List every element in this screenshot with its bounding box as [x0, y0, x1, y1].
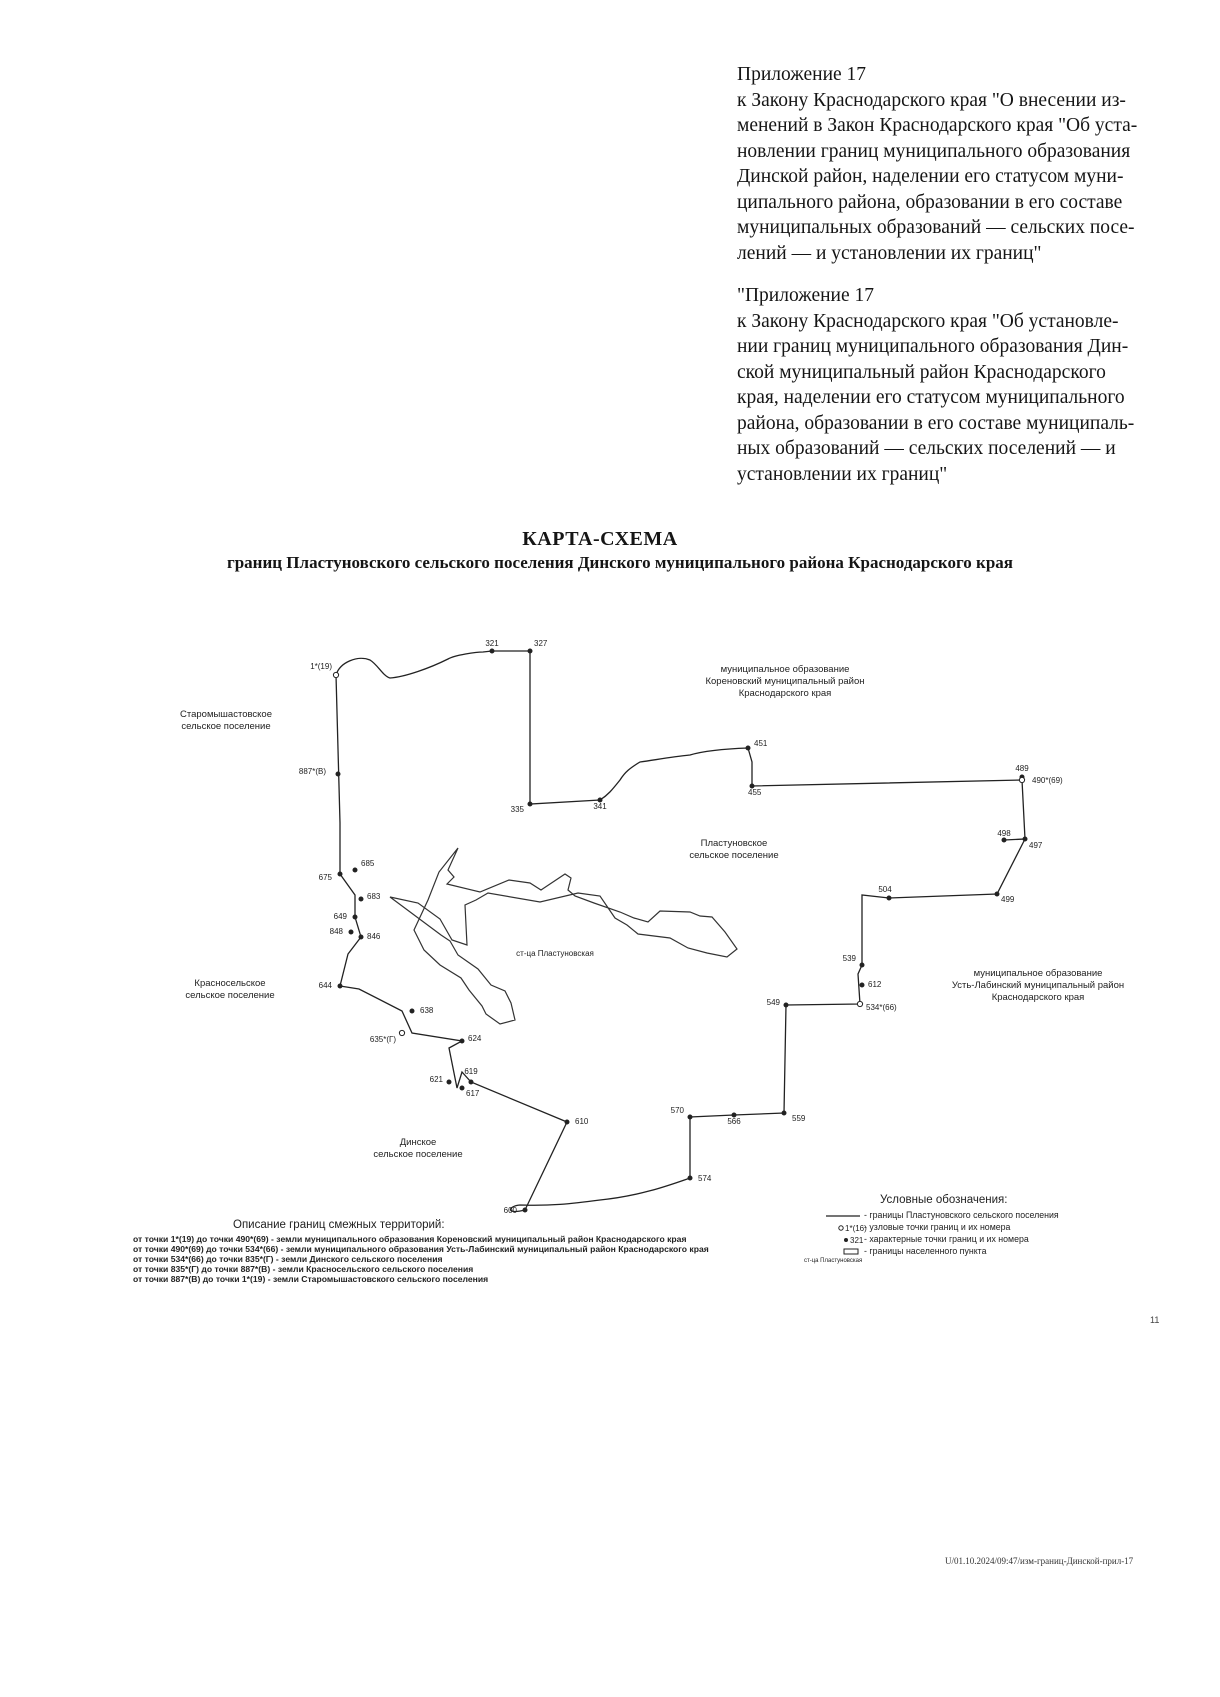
svg-text:1*(16): 1*(16)	[845, 1224, 867, 1233]
svg-text:321: 321	[850, 1236, 864, 1245]
boundary-point-549	[784, 1003, 788, 1007]
svg-text:Кореновский муниципальный райо: Кореновский муниципальный район	[705, 676, 865, 687]
boundary-point-534	[857, 1001, 862, 1006]
svg-text:Красносельское: Красносельское	[194, 978, 266, 989]
description-line: от точки 835*(Г) до точки 887*(В) - земли Красносельского сельского поселения	[133, 1264, 474, 1274]
plastunovskoe-boundary	[333, 651, 1025, 1212]
svg-text:муниципальное образование: муниципальное образование	[973, 968, 1103, 979]
settlement-boundary	[390, 848, 737, 1024]
appendix-line: менений в Закон Краснодарского края "Об уста-	[737, 115, 1138, 136]
point-label-635: 635*(Г)	[369, 1035, 396, 1044]
legend-title: Условные обозначения:	[880, 1194, 1008, 1206]
appendix-line: установлении их границ"	[737, 463, 948, 485]
point-label-887: 887*(В)	[298, 767, 326, 776]
boundary-point-619	[469, 1080, 473, 1084]
adjacent-territories-description	[133, 1219, 833, 1284]
point-label-638: 638	[420, 1006, 434, 1015]
point-label-610: 610	[575, 1117, 589, 1126]
svg-text:Краснодарского края: Краснодарского края	[738, 688, 832, 699]
svg-text:Краснодарского края: Краснодарского края	[991, 992, 1085, 1003]
point-label-321: 321	[485, 639, 499, 648]
svg-text:Пластуновское: Пластуновское	[700, 838, 768, 849]
boundary-point-451	[746, 746, 750, 750]
settlement-boundary-icon	[820, 1246, 862, 1258]
point-label-489: 489	[1015, 764, 1029, 773]
settlement-label: ст-ца Пластуновская	[516, 949, 594, 958]
appendix-line: к Закону Краснодарского края "О внесении из-	[737, 89, 1126, 111]
boundary-point-559	[782, 1111, 786, 1115]
boundary-point-887	[336, 772, 340, 776]
point-label-498: 498	[997, 829, 1011, 838]
svg-text:Усть-Лабинский муниципальный р: Усть-Лабинский муниципальный район	[951, 980, 1125, 991]
boundary-point-574	[688, 1176, 692, 1180]
appendix-line: ных образований — сельских поселений — и	[737, 438, 1116, 459]
point-label-621: 621	[429, 1075, 443, 1084]
appendix-line: ской муниципальный район Краснодарского	[737, 361, 1106, 383]
legend-item-boundary: - границы Пластуновского сельского поселения	[820, 1210, 1150, 1222]
node-point-icon	[820, 1222, 867, 1234]
area-label-dinskoe	[373, 1137, 462, 1160]
point-label-1: 1*(19)	[310, 662, 332, 671]
appendix-line: ципального района, образовании в его составе	[737, 191, 1123, 213]
point-label-644: 644	[318, 981, 332, 990]
point-label-490: 490*(69)	[1032, 776, 1063, 785]
appendix-line: новлении границ муниципального образования	[737, 140, 1131, 162]
boundary-point-570	[688, 1115, 692, 1119]
appendix-line: Приложение 17	[737, 64, 867, 85]
legend-item-settlement: - границы населенного пункта	[820, 1246, 1150, 1258]
boundary-point-624	[460, 1039, 464, 1043]
boundary-point-675	[338, 872, 342, 876]
description-line: от точки 1*(19) до точки 490*(69) - земли муниципального образования Кореновский муниципальный район Краснодарского края	[133, 1234, 687, 1244]
area-label-krasnoselskoe	[185, 978, 274, 1001]
point-label-617: 617	[466, 1089, 480, 1098]
point-label-335: 335	[510, 805, 524, 814]
point-label-846: 846	[367, 932, 381, 941]
appendix-line: к Закону Краснодарского края "Об установле-	[737, 310, 1119, 332]
characteristic-point-icon	[820, 1234, 862, 1246]
legend-item-characteristic-points: 321 - характерные точки границ и их номера	[820, 1234, 1150, 1246]
legend-item-node-points: 1*(16) - узловые точки границ и их номера	[820, 1222, 1150, 1234]
boundary-point-539	[860, 963, 864, 967]
page-mark: 11	[1150, 1315, 1160, 1325]
point-label-504: 504	[878, 885, 892, 894]
boundary-point-499	[995, 892, 999, 896]
boundary-point-612	[860, 983, 864, 987]
boundary-point-1	[333, 672, 338, 677]
boundary-point-327	[528, 649, 532, 653]
boundary-point-683	[359, 897, 363, 901]
description-line: от точки 887*(В) до точки 1*(19) - земли Старомышастовского сельского поселения	[133, 1274, 489, 1284]
point-label-559: 559	[792, 1114, 806, 1123]
point-label-341: 341	[593, 802, 607, 811]
point-label-675: 675	[318, 873, 332, 882]
point-label-848: 848	[329, 927, 343, 936]
point-label-534: 534*(66)	[866, 1003, 897, 1012]
area-label-korenovsky	[705, 664, 864, 699]
appendix-line: Динской район, наделении его статусом муни-	[737, 166, 1124, 187]
boundary-point-848	[349, 930, 353, 934]
area-label-ust-labinsky	[952, 968, 1124, 1003]
area-label-plastunovskoe	[689, 838, 778, 861]
svg-text:сельское поселение: сельское поселение	[373, 1149, 463, 1160]
point-label-497: 497	[1029, 841, 1043, 850]
point-label-499: 499	[1001, 895, 1015, 904]
boundary-point-617	[460, 1086, 464, 1090]
appendix-line: нии границ муниципального образования Дин-	[737, 336, 1129, 357]
area-label-staromyshastovskoe	[180, 709, 272, 732]
appendix-line: района, образовании в его составе муниципаль-	[737, 412, 1135, 434]
point-label-685: 685	[361, 859, 375, 868]
boundary-point-649	[353, 915, 357, 919]
svg-text:сельское поселение: сельское поселение	[185, 990, 275, 1001]
boundary-point-490	[1019, 777, 1024, 782]
appendix-line: муниципальных образований — сельских посе-	[737, 217, 1135, 238]
description-line: от точки 534*(66) до точки 835*(Г) - земли Динского сельского поселения	[133, 1254, 443, 1264]
point-label-683: 683	[367, 892, 381, 901]
point-label-451: 451	[754, 739, 768, 748]
boundary-point-621	[447, 1080, 451, 1084]
point-label-619: 619	[464, 1067, 478, 1076]
boundary-point-497	[1023, 837, 1027, 841]
boundary-point-685	[353, 868, 357, 872]
svg-text:Старомышастовское: Старомышастовское	[179, 709, 273, 720]
boundary-point-846	[359, 935, 363, 939]
boundary-point-610	[565, 1120, 569, 1124]
point-label-624: 624	[468, 1034, 482, 1043]
line-icon	[820, 1210, 862, 1222]
point-label-566: 566	[727, 1117, 741, 1126]
point-label-539: 539	[842, 954, 856, 963]
svg-text:сельское поселение: сельское поселение	[181, 721, 271, 732]
map-legend	[804, 1194, 1150, 1264]
boundary-point-498	[1002, 838, 1006, 842]
boundary-point-644	[338, 984, 342, 988]
svg-text:муниципальное образование: муниципальное образование	[720, 664, 850, 675]
appendix-line: края, наделении его статусом муниципального	[737, 387, 1125, 408]
appendix-line: лений — и установлении их границ"	[737, 242, 1042, 264]
map-title: КАРТА-СХЕМА	[522, 528, 678, 550]
boundary-point-600	[523, 1208, 527, 1212]
point-label-455: 455	[748, 788, 762, 797]
point-label-600: 600	[503, 1206, 517, 1215]
boundary-points	[299, 639, 1063, 1215]
point-label-574: 574	[698, 1174, 712, 1183]
file-stamp: U/01.10.2024/09:47/изм-границ-Динской-прил-17	[945, 1556, 1134, 1566]
point-label-612: 612	[868, 980, 882, 989]
description-line: от точки 490*(69) до точки 534*(66) - земли муниципального образования Усть-Лабинский муниципальный район Краснодарского края	[133, 1244, 709, 1254]
svg-text:сельское поселение: сельское поселение	[689, 850, 779, 861]
boundary-point-635	[399, 1030, 404, 1035]
boundary-point-638	[410, 1009, 414, 1013]
boundary-point-335	[528, 802, 532, 806]
boundary-point-504	[887, 896, 891, 900]
boundary-point-321	[490, 649, 494, 653]
point-label-549: 549	[766, 998, 780, 1007]
point-label-327: 327	[534, 639, 548, 648]
map-subtitle: границ Пластуновского сельского поселения Динского муниципального района Краснодарского края	[227, 553, 1013, 572]
point-label-570: 570	[670, 1106, 684, 1115]
point-label-649: 649	[333, 912, 347, 921]
svg-text:Динское: Динское	[399, 1137, 437, 1148]
description-title: Описание границ смежных территорий:	[233, 1219, 445, 1231]
legend-settlement-sample: ст-ца Пластуновская	[804, 1258, 863, 1264]
appendix-line: "Приложение 17	[737, 285, 874, 306]
